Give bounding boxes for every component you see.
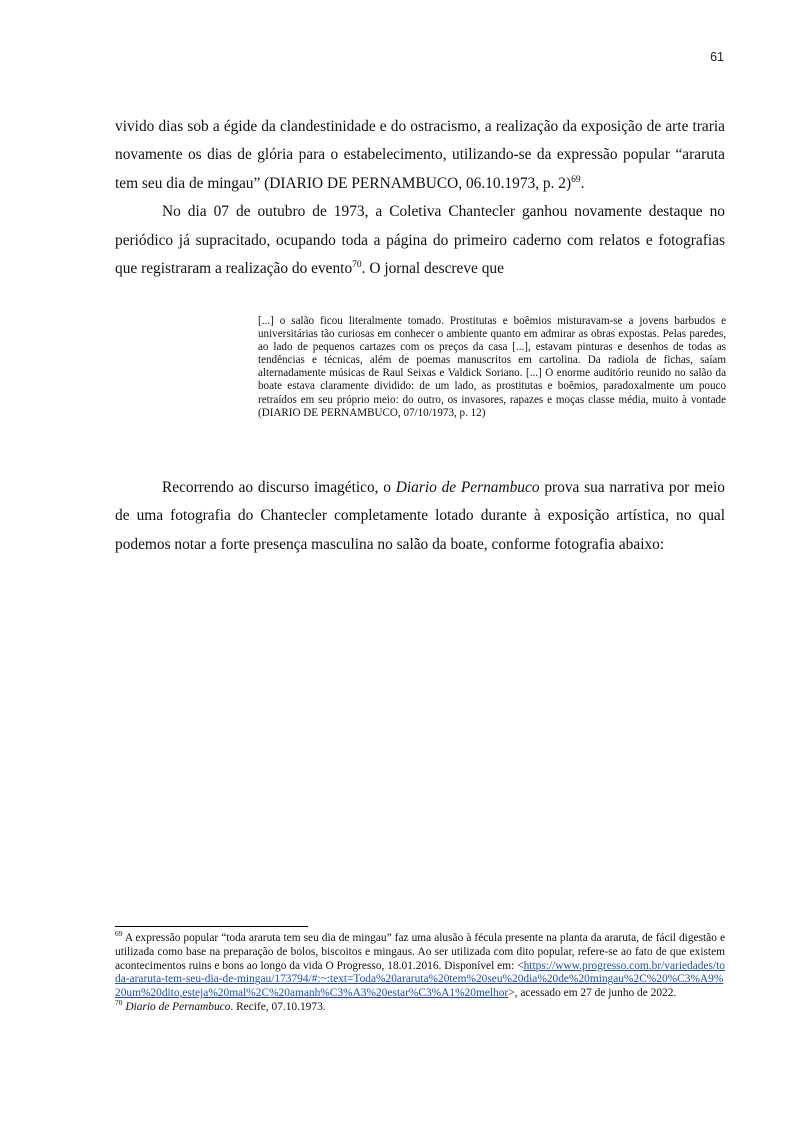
footnote-70 — [115, 998, 725, 1015]
footnote-69-link[interactable]: https://www.progresso.com.br/variedades/toda-araruta-tem-seu-dia-de-mingau/173794/#:~:text=Toda%20araruta%20tem%20seu%20dia%20de%20mingau%2C%20%C3%A9%20um%20dito,esteja%20mal%2C%20amanh%C3%A3%20estar%C3%A1%20melhor — [115, 959, 725, 1000]
footnotes — [115, 929, 725, 1015]
paragraph-3-text: Recorrendo ao discurso imagético, o — [162, 479, 396, 496]
intro-text: vivido dias sob a égide da clandestinidade e do ostracismo, a realização da exposição de arte traria novamente os dias de glória para o estabelecimento, utilizando-se da expressão popular “araruta tem seu dia de mingau” (DIARIO DE PERNAMBUCO, 06.10.1973, p. 2) — [115, 118, 725, 192]
paragraph-3-text-end: prova sua narrativa por meio de uma fotografia do Chantecler completamente lotado durante à exposição artística, no qual podemos notar a forte presença masculina no salão da boate, conforme fotografia abaixo: — [115, 479, 725, 553]
footnote-69-text-end: >, acessado em 27 de junho de 2022. — [508, 987, 677, 1000]
footnote-70-text-end: . Recife, 07.10.1973. — [230, 1000, 326, 1013]
footnote-ref-70[interactable]: 70 — [352, 259, 362, 270]
body-text-upper — [115, 113, 725, 283]
block-quote: [...] o salão ficou literalmente tomado. Prostitutas e boêmios misturavam-se a jovens barbudos e universitárias tão curiosas em conhecer o ambiente quanto em admirar as obras expostas. Pelas paredes, ao lado de pequenos cartazes com os preços da casa [...], estavam pinturas e desenhos de todas as tendências e técnicas, além de poemas manuscritos em cartolina. Da radiola de fichas, saíam alternadamente músicas de Raul Seixas e Valdick Soriano. [...] O enorme auditório reunido no salão da boate estava claramente dividido: de um lado, as prostitutas e boêmios, paradoxalmente um pouco retraídos em seu próprio meio: do outro, os invasores, rapazes e moças classe média, muito à vontade (DIARIO DE PERNAMBUCO, 07/10/1973, p. 12) — [258, 315, 726, 419]
paragraph-3 — [115, 474, 725, 559]
page-number: 61 — [710, 50, 724, 64]
footnote-mark-69: 69 — [115, 929, 123, 939]
footnote-69-text: A expressão popular “toda araruta tem seu dia de mingau” faz uma alusão à fécula presente na planta da araruta, de fácil digestão e utilizada como base na preparação de bolos, biscoitos e mingaus. Ao ser utilizada com dito popular, refere-se ao fato de que existem acontecimentos ruins e bons ao longo da vida O Progresso, 18.01.2016. Disponível em: < — [115, 932, 725, 972]
intro-paragraph: vivido dias sob a égide da clandestinidade e do ostracismo, a realização da exposição de arte traria novamente os dias de glória para o estabelecimento, utilizando-se da expressão popular “araruta tem seu dia de mingau” (DIARIO DE PERNAMBUCO, 06.10.1973, p. 2)$^{69}$. — [115, 118, 725, 192]
footnote-divider — [115, 926, 308, 927]
footnote-70-title: Diario de Pernambuco — [125, 1000, 231, 1013]
footnote-mark-70: 70 — [115, 998, 123, 1008]
paragraph-2 — [115, 198, 725, 283]
paragraph-2-text-end: . O jornal descreve que — [361, 260, 504, 278]
footnote-ref-69[interactable]: 69 — [571, 174, 581, 185]
paragraph-2-text: No dia 07 de outubro de 1973, a Coletiva Chantecler ganhou novamente destaque no periódico já supracitado, ocupando toda a página do primeiro caderno com relatos e fotografias que registraram a realização do evento — [115, 203, 725, 278]
newspaper-title: Diario de Pernambuco — [395, 479, 540, 496]
footnote-69 — [115, 929, 725, 1001]
body-text-lower — [115, 474, 725, 559]
